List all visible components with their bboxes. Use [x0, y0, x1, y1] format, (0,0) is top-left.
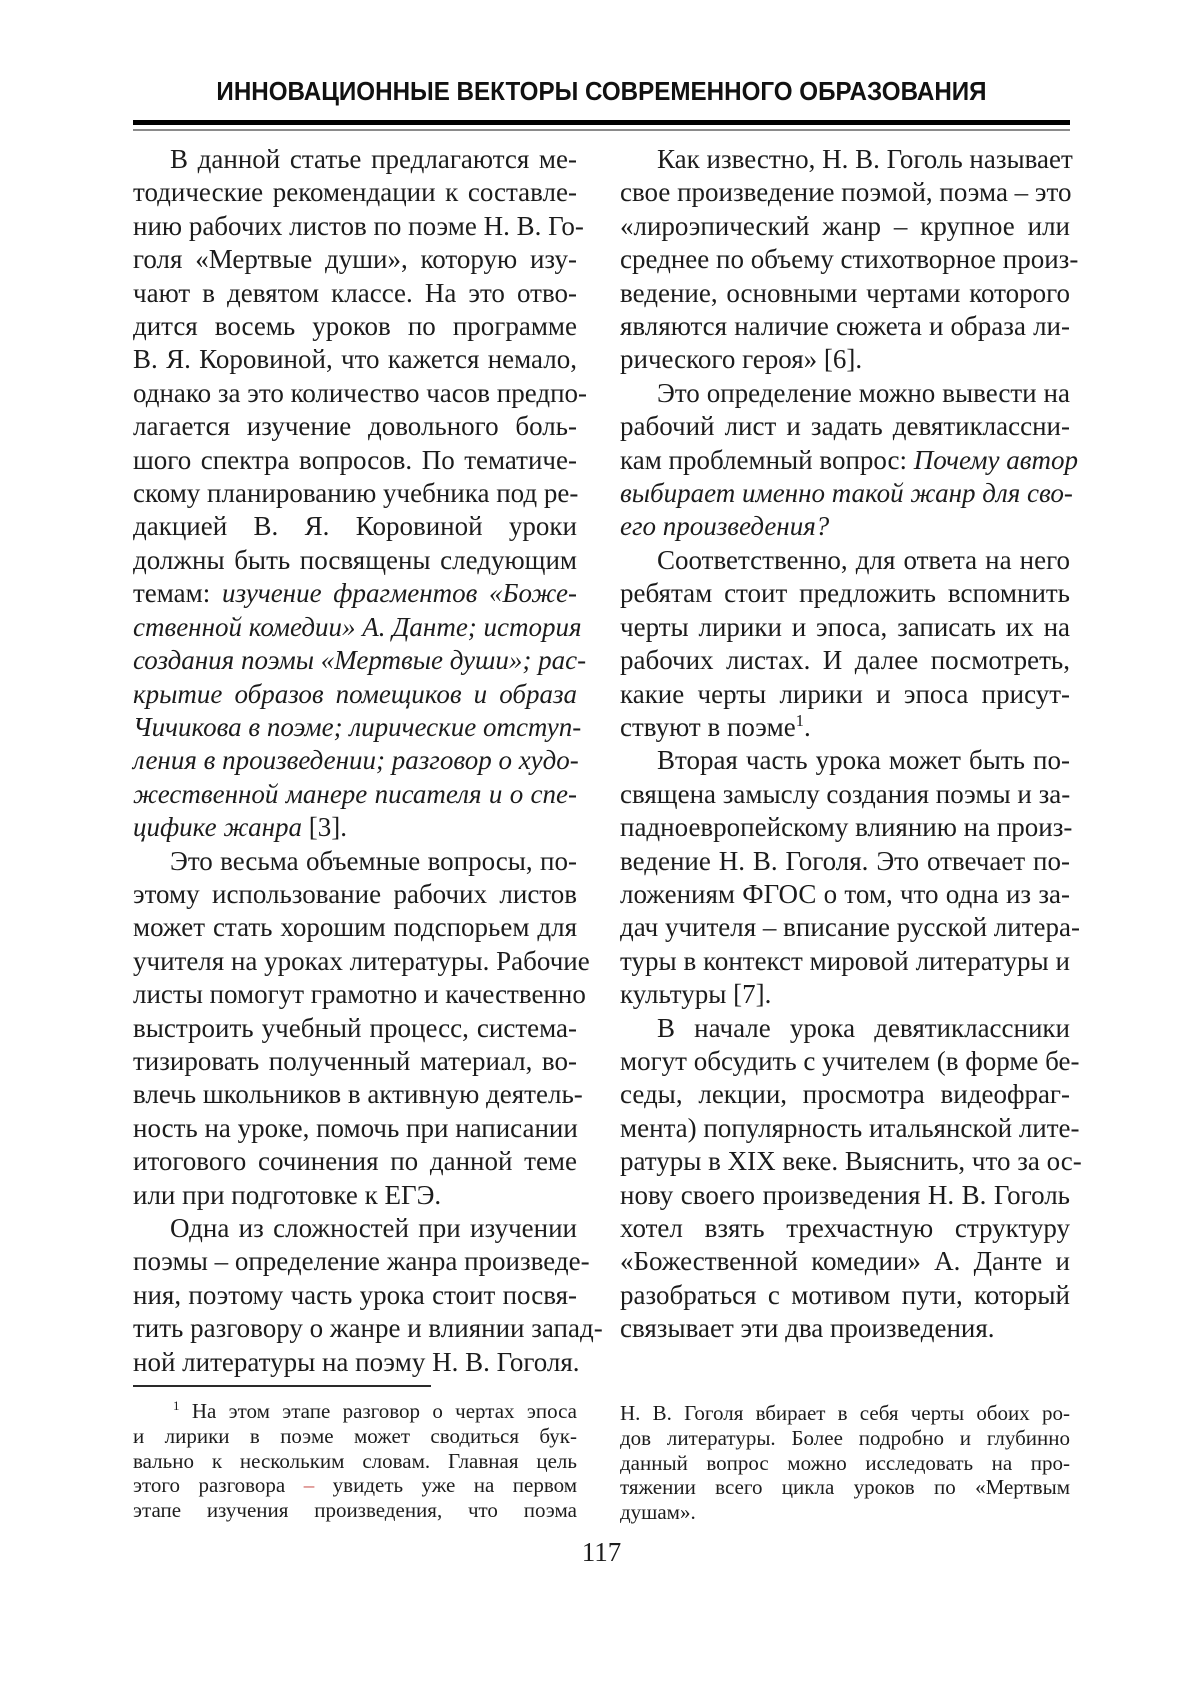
text-line: [133, 1346, 580, 1379]
text-line: [133, 978, 586, 1011]
text-line: [620, 1179, 1070, 1212]
text-line: [620, 878, 1070, 911]
text-run: ребятам стоит предложить вспомнить: [620, 578, 1070, 609]
text-line: [133, 1279, 577, 1312]
text-run: изучение фрагментов «Боже-: [221, 578, 578, 609]
text-line: [133, 510, 577, 543]
text-run: и лирики в поэме может сводиться бук-: [133, 1423, 577, 1448]
text-run: тизировать полученный материал, во-: [133, 1045, 577, 1076]
text-run: Это весьма объемные вопросы, по-: [170, 845, 577, 876]
text-line: [620, 544, 1070, 577]
text-run: дов литературы. Более подробно и глубинно: [620, 1425, 1070, 1450]
text-run: его произведения?: [620, 511, 830, 542]
text-line: [620, 1401, 1070, 1426]
text-run: среднее по объему стихотворное произ-: [620, 244, 1079, 275]
text-run: мента) популярность итальянской лите-: [620, 1112, 1080, 1143]
text-line: [133, 778, 577, 811]
text-line: [620, 644, 1070, 677]
text-line: [620, 343, 1070, 376]
text-run: ственной комедии» А. Данте; история: [133, 611, 582, 642]
text-line: [620, 310, 1070, 343]
text-line: [133, 845, 577, 878]
text-line: [133, 1449, 577, 1474]
text-run: ратуры в XIX веке. Выяснить, что за ос-: [620, 1146, 1082, 1177]
text-run: Почему автор: [913, 444, 1078, 475]
text-run: хотел взять трехчастную структуру: [620, 1213, 1070, 1243]
text-run: жественной манере писателя и о спе-: [133, 778, 577, 809]
footnote-marker: 1: [173, 1398, 180, 1413]
text-run: этапе изучения произведения, что поэма: [133, 1498, 577, 1523]
text-line: [133, 1212, 577, 1245]
text-run: итогового сочинения по данной теме: [133, 1146, 577, 1177]
text-line: [133, 911, 577, 944]
text-run: однако за это количество часов предпо-: [133, 377, 588, 408]
text-run: ния, поэтому часть урока стоит посвя-: [133, 1279, 577, 1310]
footnote-right-column: [620, 1401, 1070, 1525]
text-run: Чичикова в поэме; лирические отступ-: [133, 711, 582, 742]
text-run: «Божественной комедии» А. Данте и: [620, 1246, 1070, 1277]
text-line: [620, 410, 1070, 443]
text-line: [620, 1451, 1070, 1476]
text-run: вально к нескольким словам. Главная цель: [133, 1448, 577, 1473]
text-run: кам проблемный вопрос:: [620, 444, 914, 475]
text-run: тить разговору о жанре и влиянии запад-: [133, 1313, 603, 1344]
text-line: [620, 811, 1073, 844]
text-run: Вторая часть урока может быть по-: [657, 745, 1070, 776]
text-run: данный вопрос можно исследовать на про-: [620, 1450, 1070, 1475]
text-run: Как известно, Н. В. Гоголь называет: [657, 144, 1073, 174]
text-line: [620, 1145, 1082, 1178]
text-line: [620, 243, 1079, 276]
text-line: [620, 377, 1070, 410]
text-line: [133, 1473, 577, 1498]
text-line: [620, 510, 1070, 543]
text-line: [620, 1475, 1070, 1500]
text-run: [3].: [302, 812, 347, 843]
text-line: [133, 678, 577, 711]
text-line: [133, 1312, 603, 1345]
text-run: дакцией В. Я. Коровиной уроки: [133, 511, 577, 542]
text-run: тяжении всего цикла уроков по «Мертвым: [620, 1475, 1070, 1500]
text-line: [133, 210, 584, 243]
text-run: ложениям ФГОС о том, что одна из за-: [620, 878, 1070, 909]
text-run: темам:: [133, 578, 222, 609]
text-line: [620, 1279, 1070, 1312]
text-run: ной литературы на поэму Н. В. Гоголя.: [133, 1346, 580, 1377]
text-run: крытие образов помещиков и образа: [133, 678, 577, 709]
text-line: [620, 1500, 1070, 1525]
text-run: может стать хорошим подспорьем для: [133, 912, 577, 943]
text-run: черты лирики и эпоса, записать их на: [620, 611, 1070, 642]
text-run: листы помогут грамотно и качественно: [133, 979, 586, 1010]
text-line: [133, 477, 577, 510]
page-number: 117: [581, 1537, 622, 1567]
text-line: [620, 143, 1073, 176]
text-line: [133, 310, 577, 343]
text-line: [133, 544, 577, 577]
text-line: [620, 477, 1073, 510]
text-run: должны быть посвящены следующим: [133, 544, 577, 575]
text-run: культуры [7].: [620, 979, 772, 1010]
text-run: душам».: [620, 1500, 696, 1525]
text-run: увидеть уже на первом: [314, 1473, 577, 1498]
text-line: [620, 611, 1070, 644]
header-rule-thin: [133, 129, 1070, 131]
text-run: цифике жанра: [133, 812, 303, 843]
text-run: туры в контекст мировой литературы и: [620, 945, 1070, 976]
text-line: [133, 143, 577, 176]
text-line: [133, 444, 577, 477]
text-line: [620, 1078, 1070, 1111]
text-line: [620, 1045, 1080, 1078]
text-run: ведение Н. В. Гоголя. Это отвечает по-: [620, 845, 1070, 876]
text-line: [133, 1012, 577, 1045]
text-line: [620, 1112, 1080, 1145]
text-run: голя «Мертвые души», которую изу-: [133, 244, 577, 275]
text-line: [133, 611, 582, 644]
text-line: [133, 878, 577, 911]
running-header: ИННОВАЦИОННЫЕ ВЕКТОРЫ СОВРЕМЕННОГО ОБРАЗОВАНИЯ: [216, 76, 987, 106]
text-line: [620, 711, 1070, 744]
text-run: ствуют в поэме: [620, 711, 796, 742]
text-run: свое произведение поэмой, поэма – это: [620, 177, 1072, 208]
text-run: нию рабочих листов по поэме Н. В. Го-: [133, 210, 584, 241]
text-line: [133, 1179, 577, 1212]
text-line: [620, 277, 1070, 310]
text-run: На этом этапе разговор о чертах эпоса: [179, 1399, 577, 1423]
text-line: [620, 577, 1070, 610]
text-line: [133, 711, 582, 744]
text-line: [133, 176, 577, 209]
text-run: связывает эти два произведения.: [620, 1313, 995, 1344]
text-run: ность на уроке, помочь при написании: [133, 1112, 578, 1143]
text-line: [620, 210, 1070, 243]
text-run: дач учителя – вписание русской литера-: [620, 912, 1080, 943]
text-run: поэмы – определение жанра произведе-: [133, 1246, 590, 1277]
text-run: учителя на уроках литературы. Рабочие: [133, 945, 590, 976]
text-run: рабочих листах. И далее посмотреть,: [620, 645, 1070, 676]
text-line: [620, 778, 1070, 811]
text-run: являются наличие сюжета и образа ли-: [620, 311, 1070, 342]
text-run: шого спектра вопросов. По тематиче-: [133, 444, 577, 475]
text-run: выстроить учебный процесс, система-: [133, 1012, 577, 1043]
text-line: [133, 1045, 577, 1078]
text-run: влечь школьников в активную деятель-: [133, 1079, 583, 1110]
text-run: скому планированию учебника под ре-: [133, 478, 579, 509]
text-run: или при подготовке к ЕГЭ.: [133, 1179, 442, 1210]
text-run: .: [804, 711, 811, 742]
text-run: выбирает именно такой жанр для сво-: [620, 478, 1073, 509]
text-line: [620, 1245, 1070, 1278]
text-line: [133, 243, 577, 276]
text-line: [133, 1498, 577, 1523]
text-line: [133, 744, 577, 777]
text-line: [133, 1145, 577, 1178]
text-line: [620, 444, 1078, 477]
left-text-column: [133, 143, 603, 1379]
text-run: создания поэмы «Мертвые души»; рас-: [133, 645, 587, 676]
text-line: [133, 1112, 577, 1145]
text-run: седы, лекции, просмотра видеофраг-: [620, 1079, 1070, 1110]
text-run: Одна из сложностей при изучении: [170, 1213, 577, 1243]
text-run: нову своего произведения Н. В. Гоголь: [620, 1179, 1070, 1210]
text-run: разобраться с мотивом пути, который: [620, 1279, 1070, 1310]
text-run: ления в произведении; разговор о худо-: [133, 745, 579, 776]
text-line: [620, 978, 1070, 1011]
text-line: [133, 1399, 577, 1424]
text-line: [620, 845, 1070, 878]
text-line: [620, 945, 1070, 978]
text-run: ведение, основными чертами которого: [620, 277, 1070, 308]
text-run: могут обсудить с учителем (в форме бе-: [620, 1045, 1080, 1076]
text-run: рабочий лист и задать девятиклассни-: [620, 411, 1070, 442]
text-line: [620, 911, 1080, 944]
text-line: [133, 343, 577, 376]
text-run: «лироэпический жанр – крупное или: [620, 210, 1070, 241]
text-run: Н. В. Гоголя вбирает в себя черты обоих ро-: [620, 1401, 1070, 1425]
text-run: священа замыслу создания поэмы и за-: [620, 778, 1071, 809]
text-line: [620, 1312, 1070, 1345]
text-run: дится восемь уроков по программе: [133, 311, 577, 342]
text-run: В данной статье предлагаются ме-: [170, 144, 577, 174]
text-run: рического героя» [6].: [620, 344, 863, 375]
text-run: Соответственно, для ответа на него: [657, 544, 1070, 575]
text-run: лагается изучение довольного боль-: [133, 411, 577, 442]
text-line: [620, 1012, 1070, 1045]
text-run: этого разговора: [133, 1473, 304, 1498]
text-line: [133, 1078, 583, 1111]
text-line: [133, 410, 577, 443]
text-run: В. Я. Коровиной, что кажется немало,: [133, 344, 577, 375]
text-line: [620, 678, 1070, 711]
footnote-left-column: [133, 1399, 577, 1523]
text-run: этому использование рабочих листов: [133, 878, 577, 909]
text-line: [133, 1424, 577, 1449]
text-line: [133, 377, 588, 410]
text-line: [133, 945, 590, 978]
text-run: какие черты лирики и эпоса присут-: [620, 678, 1070, 709]
text-run: В начале урока девятиклассники: [657, 1012, 1070, 1043]
right-text-column: [620, 143, 1082, 1346]
footnote-separator: [133, 1385, 431, 1387]
text-line: [620, 176, 1070, 209]
text-line: [133, 644, 587, 677]
text-line: [133, 811, 577, 844]
text-line: [133, 277, 577, 310]
text-line: [133, 1245, 590, 1278]
header-rule-thick: [133, 120, 1070, 125]
text-run: Это определение можно вывести на: [657, 377, 1070, 408]
footnote-marker: 1: [795, 710, 805, 730]
text-line: [133, 577, 577, 610]
text-run: чают в девятом классе. На это отво-: [133, 277, 577, 308]
text-line: [620, 1212, 1070, 1245]
text-line: [620, 744, 1070, 777]
text-run: –: [303, 1473, 315, 1498]
text-run: тодические рекомендации к составле-: [133, 177, 577, 208]
text-run: падноевропейскому влиянию на произ-: [620, 812, 1073, 843]
text-line: [620, 1426, 1070, 1451]
